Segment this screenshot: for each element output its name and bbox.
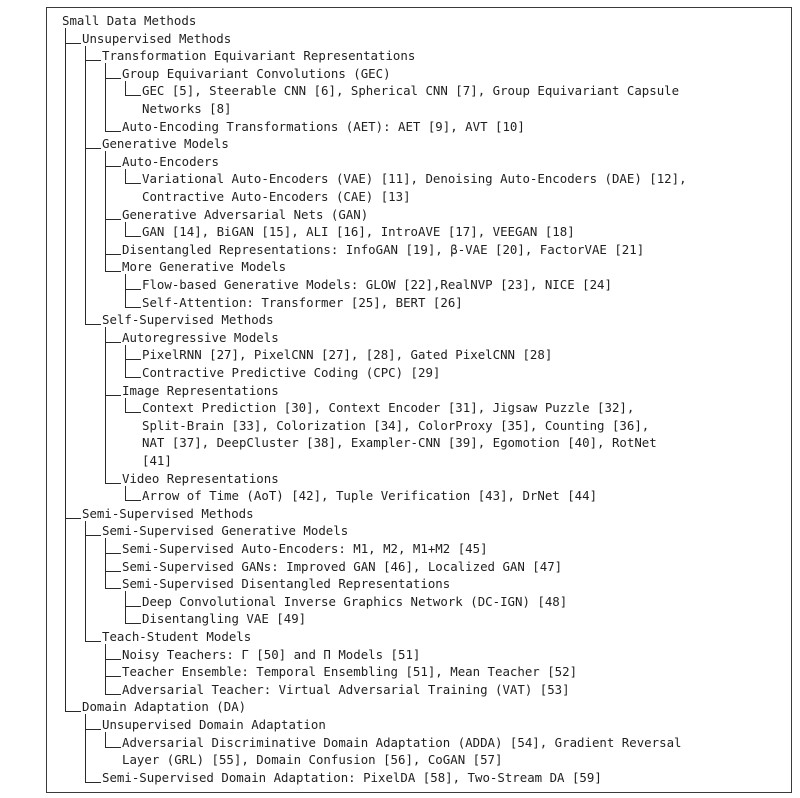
- tree-connector-horizontal: [65, 518, 81, 519]
- tree-connector-vertical: [65, 28, 66, 711]
- tree-connector-horizontal: [105, 659, 121, 660]
- tree-connector-horizontal: [125, 236, 141, 237]
- tree-connector-vertical: [125, 398, 126, 413]
- tree-node-label: Noisy Teachers: Γ [50] and Π Models [51]: [122, 646, 421, 662]
- tree-node-label: Flow-based Generative Models: GLOW [22],RealNVP [23], NICE [24]: [142, 277, 612, 292]
- tree-connector-vertical: [125, 274, 126, 306]
- tree-connector-horizontal: [85, 148, 101, 149]
- tree-connector-horizontal: [125, 289, 141, 290]
- tree-node-label: Generative Adversarial Nets (GAN): [122, 206, 369, 222]
- tree-connector-horizontal: [125, 95, 141, 96]
- tree-connector-horizontal: [65, 43, 81, 44]
- tree-node-label: Contractive Auto-Encoders (CAE) [13]: [142, 189, 411, 204]
- tree-node-label: Auto-Encoders: [122, 153, 219, 169]
- tree-node-label: Arrow of Time (AoT) [42], Tuple Verification [43], DrNet [44]: [142, 488, 598, 504]
- tree-connector-horizontal: [125, 359, 141, 360]
- tree-node-label: GAN [14], BiGAN [15], ALI [16], IntroAVE [17], VEEGAN [18]: [142, 224, 575, 240]
- tree-connector-horizontal: [125, 377, 141, 378]
- tree-connector-vertical: [105, 732, 106, 747]
- tree-node-label: Deep Convolutional Inverse Graphics Network (DC-IGN) [48]: [142, 593, 568, 609]
- tree-node-label: Image Representations: [122, 382, 279, 398]
- tree-connector-horizontal: [85, 60, 101, 61]
- tree-connector-vertical: [105, 327, 106, 482]
- tree-node-label: Semi-Supervised Disentangled Representations: [122, 576, 451, 592]
- tree-connector-horizontal: [85, 729, 101, 730]
- tree-connector-vertical: [105, 644, 106, 694]
- tree-connector-horizontal: [125, 412, 141, 413]
- tree-connector-horizontal: [125, 623, 141, 624]
- tree-connector-horizontal: [105, 483, 121, 484]
- tree-node-label: Group Equivariant Convolutions (GEC): [122, 65, 391, 81]
- tree-node-label: Teacher Ensemble: Temporal Ensembling [51], Mean Teacher [52]: [122, 664, 578, 680]
- tree-connector-vertical: [125, 486, 126, 501]
- tree-connector-horizontal: [125, 500, 141, 501]
- tree-connector-horizontal: [105, 219, 121, 220]
- tree-node-label: [41]: [142, 453, 172, 468]
- tree-node-label: Unsupervised Domain Adaptation: [102, 717, 326, 732]
- tree-connector-vertical: [125, 169, 126, 184]
- tree-node-label: Networks [8]: [142, 101, 232, 116]
- tree-node-label: NAT [37], DeepCluster [38], Exampler-CNN [39], Egomotion [40], RotNet: [142, 435, 657, 451]
- tree-connector-horizontal: [105, 78, 121, 79]
- tree-node-label: PixelRNN [27], PixelCNN [27], [28], Gated PixelCNN [28]: [142, 347, 553, 363]
- tree-connector-vertical: [85, 521, 86, 641]
- tree-node-label: Context Prediction [30], Context Encoder [31], Jigsaw Puzzle [32],: [142, 400, 635, 416]
- tree-node-label: Teach-Student Models: [102, 629, 252, 644]
- tree-connector-vertical: [105, 63, 106, 130]
- tree-connector-horizontal: [125, 606, 141, 607]
- tree-connector-horizontal: [125, 183, 141, 184]
- tree-node-label: Semi-Supervised Auto-Encoders: M1, M2, M1+M2 [45]: [122, 541, 488, 556]
- tree-connector-horizontal: [125, 307, 141, 308]
- tree-node-label: Split-Brain [33], Colorization [34], ColorProxy [35], Counting [36],: [142, 417, 650, 433]
- tree-connector-horizontal: [105, 271, 121, 272]
- tree-connector-horizontal: [85, 535, 101, 536]
- tree-node-label: Adversarial Discriminative Domain Adaptation (ADDA) [54], Gradient Reversal: [122, 734, 682, 750]
- tree-connector-vertical: [125, 591, 126, 623]
- tree-connector-horizontal: [105, 747, 121, 748]
- tree-connector-horizontal: [85, 641, 101, 642]
- tree-node-label: Semi-Supervised Domain Adaptation: PixelDA [58], Two-Stream DA [59]: [102, 769, 602, 785]
- tree-node-label: Contractive Predictive Coding (CPC) [29]: [142, 365, 441, 380]
- tree-connector-vertical: [125, 222, 126, 237]
- tree-connector-vertical: [125, 345, 126, 377]
- tree-connector-horizontal: [85, 782, 101, 783]
- tree-connector-horizontal: [105, 131, 121, 132]
- tree-node-label: Adversarial Teacher: Virtual Adversarial Training (VAT) [53]: [122, 681, 570, 697]
- tree-node-label: Domain Adaptation (DA): [82, 699, 247, 715]
- tree-connector-horizontal: [105, 342, 121, 343]
- tree-node-label: Variational Auto-Encoders (VAE) [11], Denoising Auto-Encoders (DAE) [12],: [142, 171, 687, 187]
- tree-connector-horizontal: [105, 676, 121, 677]
- tree-connector-horizontal: [105, 166, 121, 167]
- tree-node-label: Generative Models: [102, 136, 229, 152]
- tree-connector-vertical: [105, 151, 106, 271]
- tree-node-label: Self-Attention: Transformer [25], BERT [26]: [142, 294, 463, 310]
- tree-node-label: Semi-Supervised Generative Models: [102, 523, 349, 539]
- tree-node-label: GEC [5], Steerable CNN [6], Spherical CNN [7], Group Equivariant Capsule: [142, 83, 680, 99]
- tree-connector-horizontal: [105, 571, 121, 572]
- tree-connector-horizontal: [105, 588, 121, 589]
- tree-node-label: More Generative Models: [122, 259, 287, 275]
- tree-connector-vertical: [85, 714, 86, 781]
- tree-connector-horizontal: [65, 711, 81, 712]
- tree-node-label: Unsupervised Methods: [82, 30, 232, 46]
- tree-node-label: Transformation Equivariant Representations: [102, 48, 416, 64]
- tree-node-label: Video Representations: [122, 470, 279, 486]
- tree-connector-horizontal: [105, 254, 121, 255]
- tree-node-label: Semi-Supervised GANs: Improved GAN [46], Localized GAN [47]: [122, 558, 563, 574]
- tree-node-label: Auto-Encoding Transformations (AET): AET [9], AVT [10]: [122, 118, 525, 134]
- tree-node-label: Semi-Supervised Methods: [82, 505, 254, 521]
- tree-connector-vertical: [125, 81, 126, 96]
- tree-connector-vertical: [105, 538, 106, 588]
- tree-node-label: Layer (GRL) [55], Domain Confusion [56], CoGAN [57]: [122, 752, 503, 768]
- tree-node-label: Autoregressive Models: [122, 329, 279, 345]
- tree-connector-vertical: [85, 46, 86, 325]
- tree-connector-horizontal: [105, 553, 121, 554]
- tree-connector-horizontal: [105, 395, 121, 396]
- tree-node-label: Self-Supervised Methods: [102, 312, 274, 328]
- tree-connector-horizontal: [85, 324, 101, 325]
- tree-node-label: Disentangled Representations: InfoGAN [19], β-VAE [20], FactorVAE [21]: [122, 241, 645, 257]
- tree-node-label: Small Data Methods: [62, 13, 197, 28]
- tree-node-label: Disentangling VAE [49]: [142, 611, 307, 627]
- tree-connector-horizontal: [105, 694, 121, 695]
